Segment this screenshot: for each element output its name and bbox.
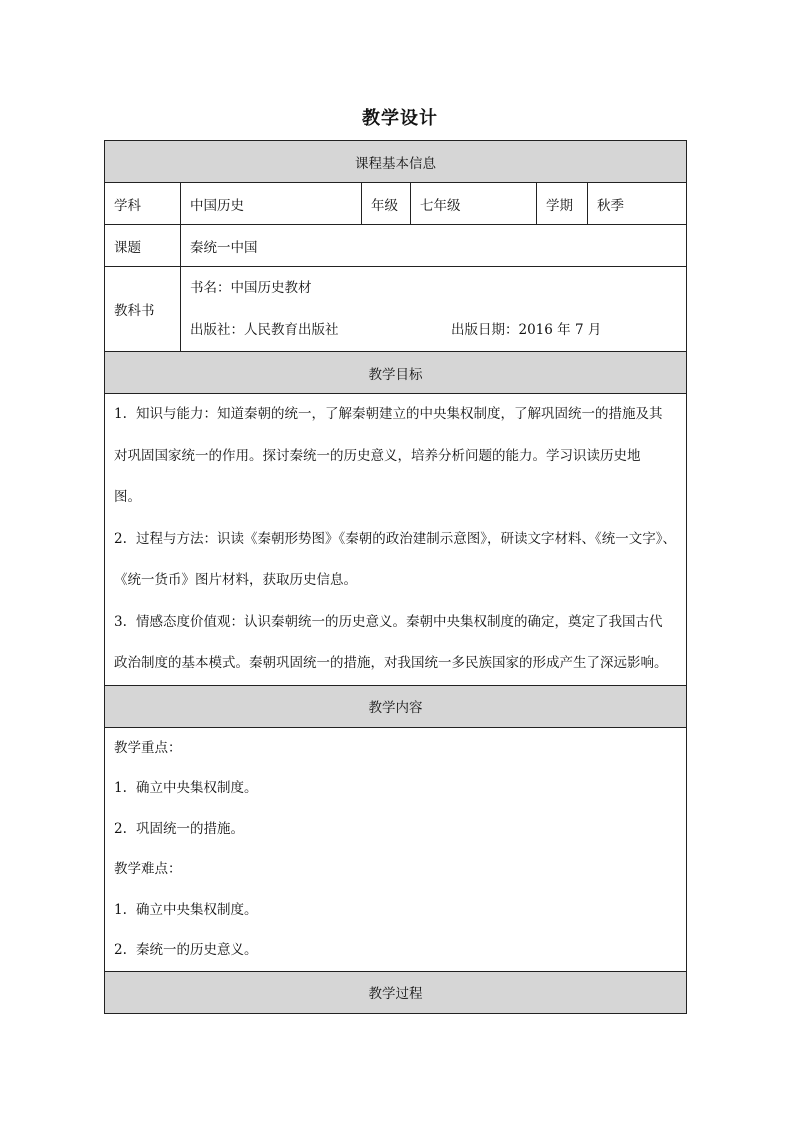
goal-item bbox=[114, 519, 686, 561]
section-header-content: 教学内容 bbox=[105, 685, 687, 727]
goal-number: 1. bbox=[114, 406, 127, 422]
book-name: 书名：中国历史教材 bbox=[190, 280, 312, 296]
goal-text: 过程与方法：识读《秦朝形势图》《秦朝的政治建制示意图》，研读文字材料、《统一文字》、 bbox=[136, 530, 676, 547]
goal-text: 知识与能力：知道秦朝的统一，了解秦朝建立的中央集权制度，了解巩固统一的措施及其 bbox=[136, 406, 663, 422]
topic-row bbox=[105, 225, 687, 267]
topic-value: 秦统一中国 bbox=[181, 225, 687, 267]
section-header-basic-info: 课程基本信息 bbox=[105, 141, 687, 183]
basic-info-header-row bbox=[105, 141, 687, 183]
goal-text-continued: 政治制度的基本模式。秦朝巩固统一的措施，对我国统一多民族国家的形成产生了深远影响。 bbox=[114, 655, 668, 671]
difficult-points-label: 教学难点： bbox=[114, 861, 182, 877]
textbook-info bbox=[181, 267, 687, 352]
key-points-label: 教学重点： bbox=[114, 739, 182, 756]
key-point-item bbox=[114, 809, 686, 850]
topic-label: 课题 bbox=[105, 225, 181, 267]
textbook-row bbox=[105, 267, 687, 352]
publisher-line bbox=[190, 309, 686, 351]
grade-value: 七年级 bbox=[411, 183, 537, 225]
document-title: 教学设计 bbox=[362, 108, 438, 129]
section-header-goals: 教学目标 bbox=[105, 352, 687, 394]
textbook-label: 教科书 bbox=[105, 267, 181, 352]
content-cell bbox=[105, 727, 687, 971]
grade-label: 年级 bbox=[362, 183, 411, 225]
process-header-row bbox=[105, 971, 687, 1013]
item-text: 秦统一的历史意义。 bbox=[136, 942, 258, 958]
goal-item bbox=[114, 602, 686, 644]
item-number: 1. bbox=[114, 780, 127, 796]
item-number: 1. bbox=[114, 901, 127, 918]
subject-label: 学科 bbox=[105, 183, 181, 225]
content-header-row bbox=[105, 685, 687, 727]
lesson-plan-table bbox=[104, 140, 687, 1014]
item-number: 2. bbox=[114, 820, 127, 837]
difficult-point-item bbox=[114, 890, 686, 931]
key-point-item bbox=[114, 768, 686, 809]
goal-item bbox=[114, 394, 686, 436]
goals-row bbox=[105, 394, 687, 686]
publish-date: 出版日期：2016 年 7 月 bbox=[451, 322, 602, 338]
term-label: 学期 bbox=[537, 183, 588, 225]
goals-cell bbox=[105, 394, 687, 686]
goal-text-continued: 对巩固国家统一的作用。探讨秦统一的历史意义，培养分析问题的能力。学习识读历史地 bbox=[114, 447, 641, 464]
goal-number: 2. bbox=[114, 530, 127, 547]
item-text: 确立中央集权制度。 bbox=[136, 901, 258, 918]
item-text: 巩固统一的措施。 bbox=[136, 820, 244, 837]
item-text: 确立中央集权制度。 bbox=[136, 780, 258, 796]
difficult-point-item bbox=[114, 930, 686, 971]
goal-text: 情感态度价值观：认识秦朝统一的历史意义。秦朝中央集权制度的确定，奠定了我国古代 bbox=[136, 613, 663, 630]
section-header-process: 教学过程 bbox=[105, 971, 687, 1013]
subject-value: 中国历史 bbox=[181, 183, 362, 225]
item-number: 2. bbox=[114, 942, 127, 958]
term-value: 秋季 bbox=[588, 183, 687, 225]
goals-header-row bbox=[105, 352, 687, 394]
content-row bbox=[105, 727, 687, 971]
goal-number: 3. bbox=[114, 613, 127, 630]
goal-text-continued: 《统一货币》图片材料，获取历史信息。 bbox=[114, 572, 357, 588]
goal-text-continued: 图。 bbox=[114, 489, 141, 505]
publisher: 出版社：人民教育出版社 bbox=[190, 322, 339, 338]
subject-row bbox=[105, 183, 687, 225]
